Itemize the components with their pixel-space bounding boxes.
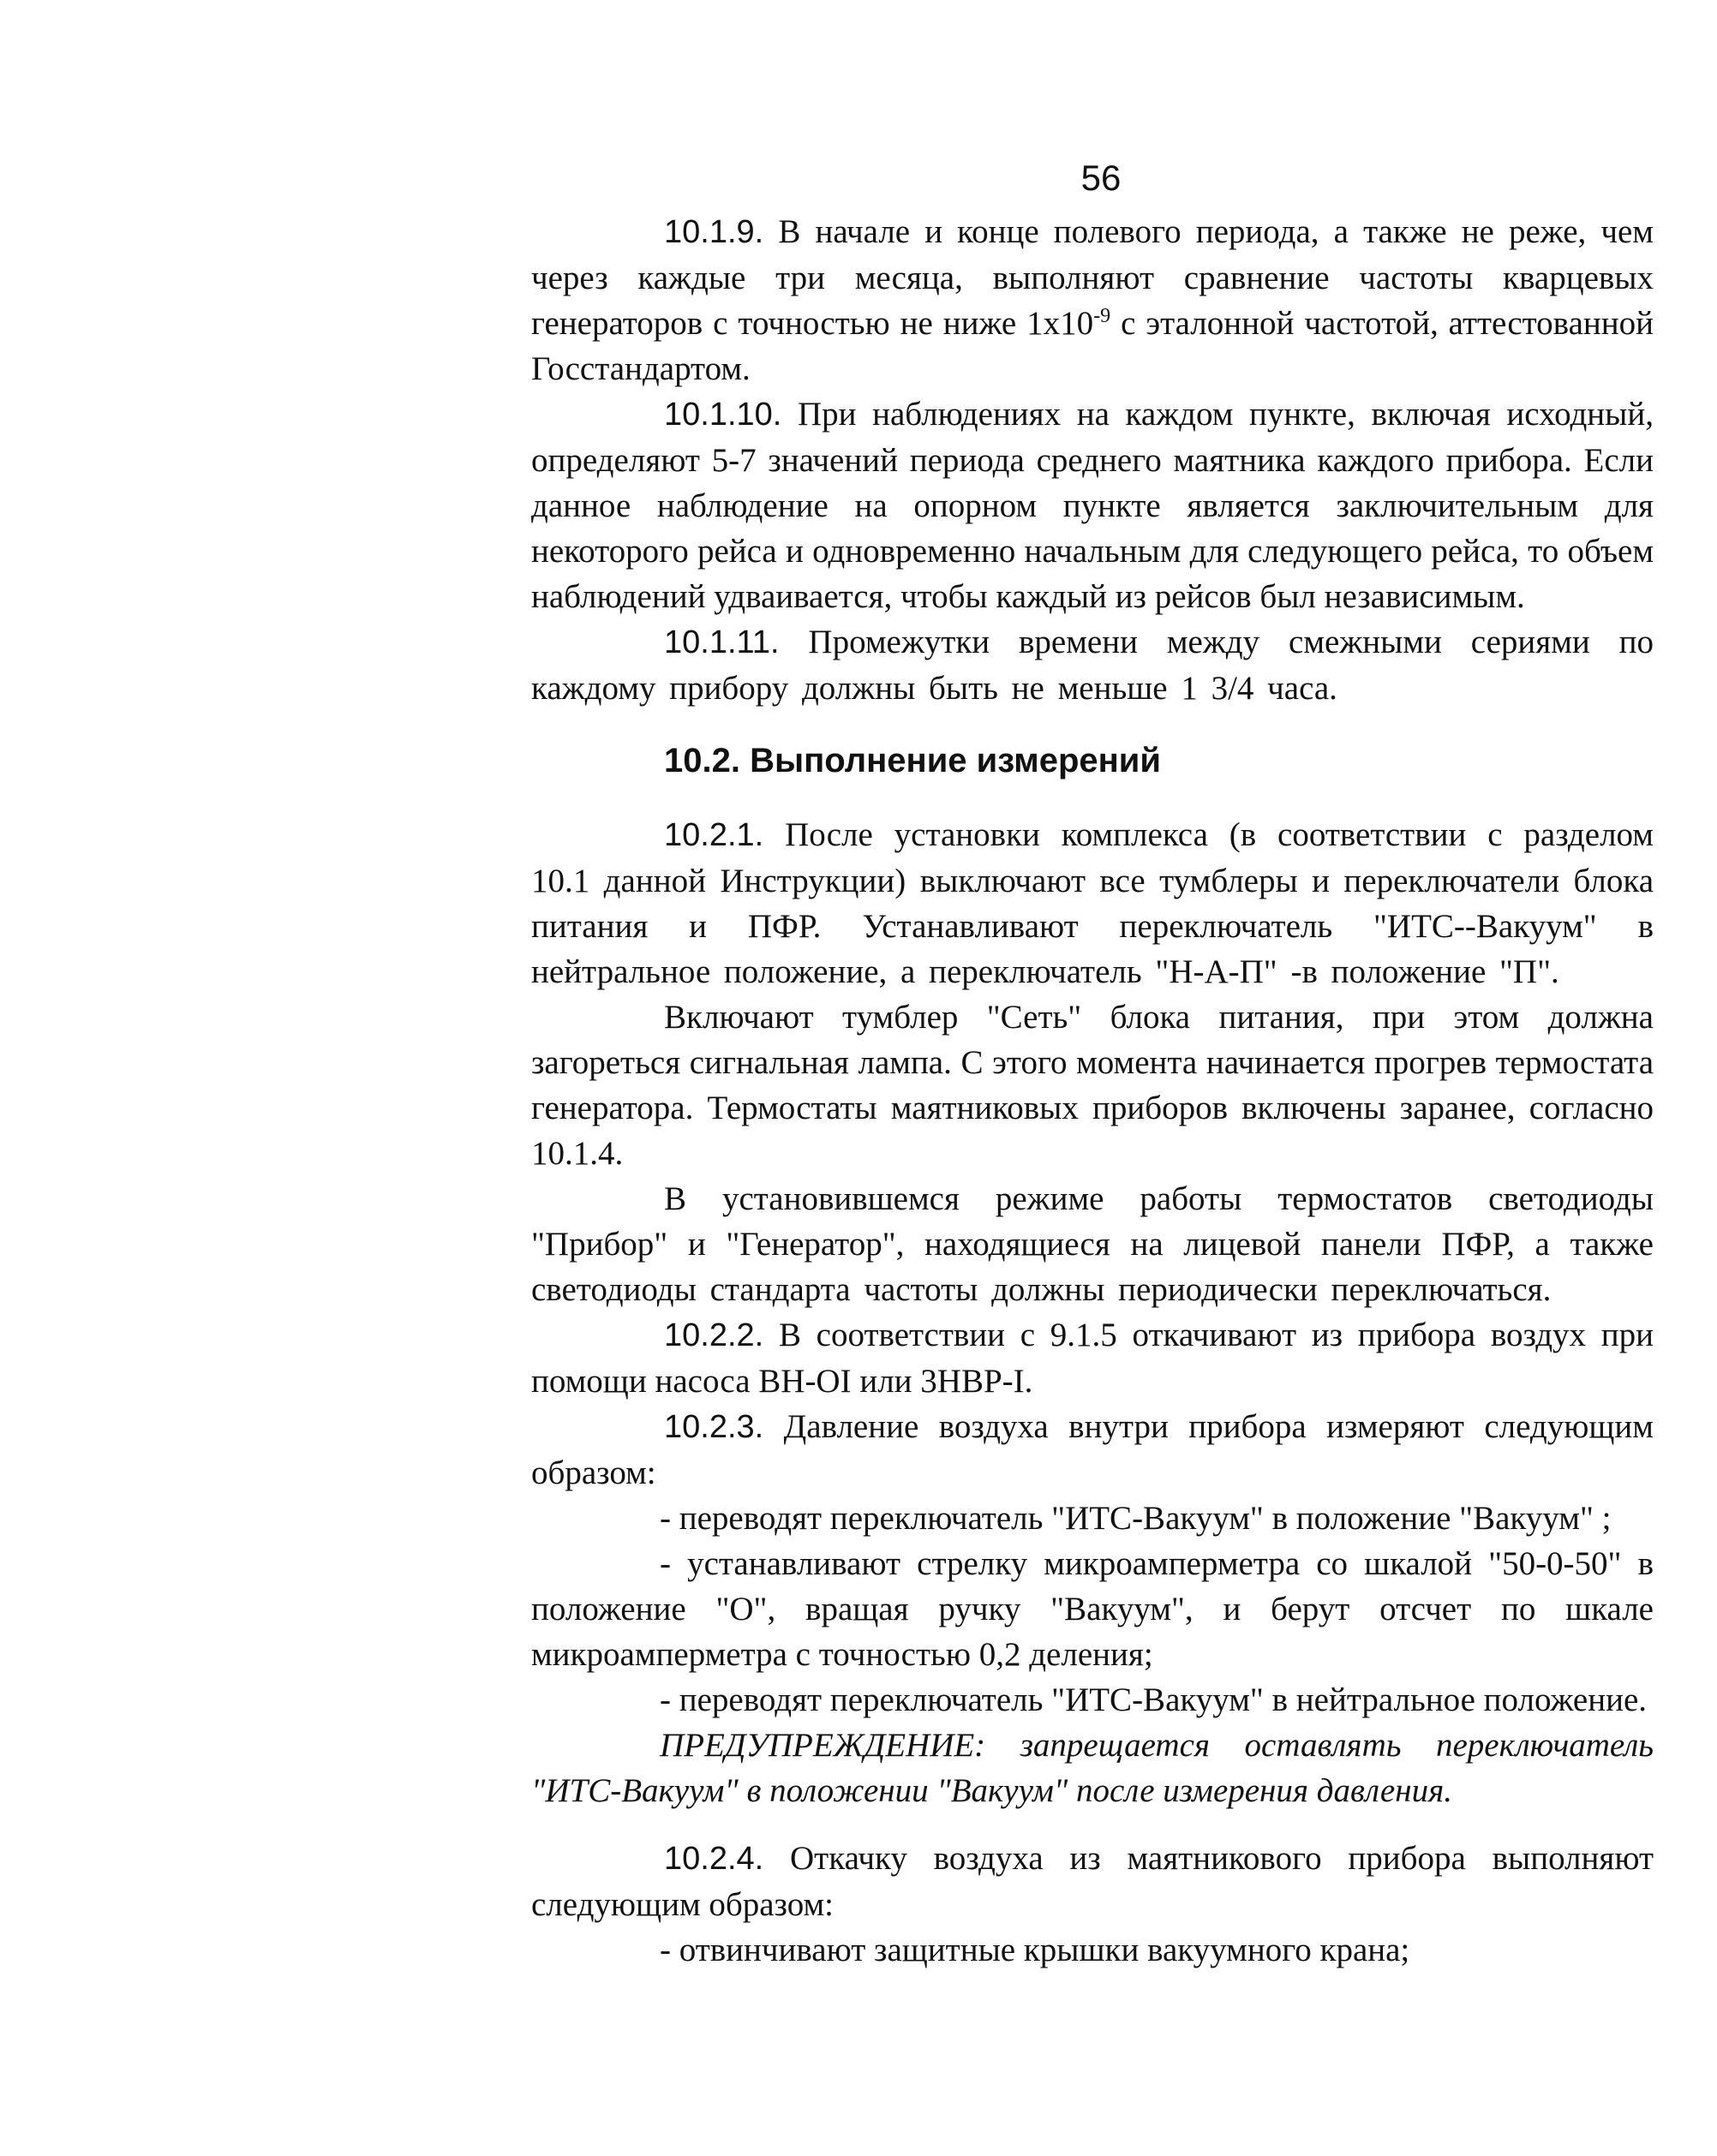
paragraph-steady-mode: В установившемся режиме работы термостатов светодиоды "Прибор" и "Генератор", находящиеся на лицевой панели ПФР, а также светодиоды стандарта частоты должны периодически переключаться.: [531, 1180, 1654, 1308]
document-page: [531, 154, 1654, 1973]
list-item: - отвинчивают защитные крышки вакуумного крана;: [660, 1932, 1410, 1968]
paragraph-10-2-3: [531, 1404, 1654, 1496]
clause-number: 10.1.9.: [664, 214, 764, 250]
paragraph-text: После установки комплекса (в соответствии с разделом 10.1 данной Инструкции) выключают все тумблеры и переключатели блока питания и ПФР. Устанавливают переключатель "ИТС--Вакуум" в нейтральное положение, а переключатель "Н-А-П" -в положение "П".: [531, 816, 1654, 990]
page-number: 56: [1080, 158, 1122, 198]
exponent: -9: [1093, 305, 1111, 327]
section-heading: 10.2. Выполнение измерений: [664, 742, 1161, 779]
paragraph-power-on: Включают тумблер "Сеть" блока питания, при этом должна загореться сигнальная лампа. С этого момента начинается прогрев термостата генератора. Термостаты маятниковых приборов включены заранее, согласно 10.1.4.: [531, 999, 1654, 1172]
paragraph-10-1-11: [531, 619, 1654, 711]
clause-number: 10.2.1.: [664, 817, 764, 853]
paragraph-text: В соответствии с 9.1.5 откачивают из прибора воздух при помощи насоса ВН-ОI или 3НВР-I.: [531, 1317, 1654, 1400]
clause-number: 10.2.4.: [664, 1841, 764, 1877]
paragraph-text: с эталонной частотой, аттестованной Госстандартом.: [531, 305, 1654, 387]
paragraph-10-2-2: [531, 1312, 1654, 1404]
clause-number: 10.1.10.: [664, 397, 782, 433]
list-item: - переводят переключатель "ИТС-Вакуум" в положение "Вакуум" ;: [660, 1500, 1612, 1537]
clause-number: 10.2.3.: [664, 1409, 764, 1445]
list-item: - переводят переключатель "ИТС-Вакуум" в нейтральное положение.: [660, 1681, 1648, 1718]
paragraph-text: Промежутки времени между смежными сериями по каждому прибору должны быть не меньше 1 3/4 часа.: [531, 624, 1654, 707]
warning-note: ПРЕДУПРЕЖДЕНИЕ: запрещается оставлять переключатель "ИТС-Вакуум" в положении "Вакуум" после измерения давления.: [531, 1727, 1654, 1809]
paragraph-10-1-10: [531, 391, 1654, 619]
paragraph-10-2-4: [531, 1836, 1654, 1927]
paragraph-text: При наблюдениях на каждом пункте, включая исходный, определяют 5-7 значений периода среднего маятника каждого прибора. Если данное наблюдение на опорном пункте является заключительным для некоторого рейса и одновременно начальным для следующего рейса, то объем наблюдений удваивается, чтобы каждый из рейсов был независимым.: [531, 396, 1654, 615]
clause-number: 10.1.11.: [664, 624, 780, 660]
paragraph-10-1-9: [531, 209, 1654, 391]
paragraph-text: Откачку воздуха из маятникового прибора выполняют следующим образом:: [531, 1840, 1654, 1923]
paragraph-text: Давление воздуха внутри прибора измеряют следующим образом:: [531, 1408, 1654, 1491]
clause-number: 10.2.2.: [664, 1317, 764, 1353]
paragraph-10-2-1: [531, 812, 1654, 994]
list-item: - устанавливают стрелку микроамперметра со шкалой "50-0-50" в положение "О", вращая ручку "Вакуум", и берут отсчет по шкале микроамперметра с точностью 0,2 деления;: [531, 1545, 1654, 1673]
paragraph-text: В начале и конце полевого периода, а также не реже, чем через каждые три месяца, выполняют сравнение частоты кварцевых генераторов с точностью не ниже 1х10: [531, 213, 1654, 342]
